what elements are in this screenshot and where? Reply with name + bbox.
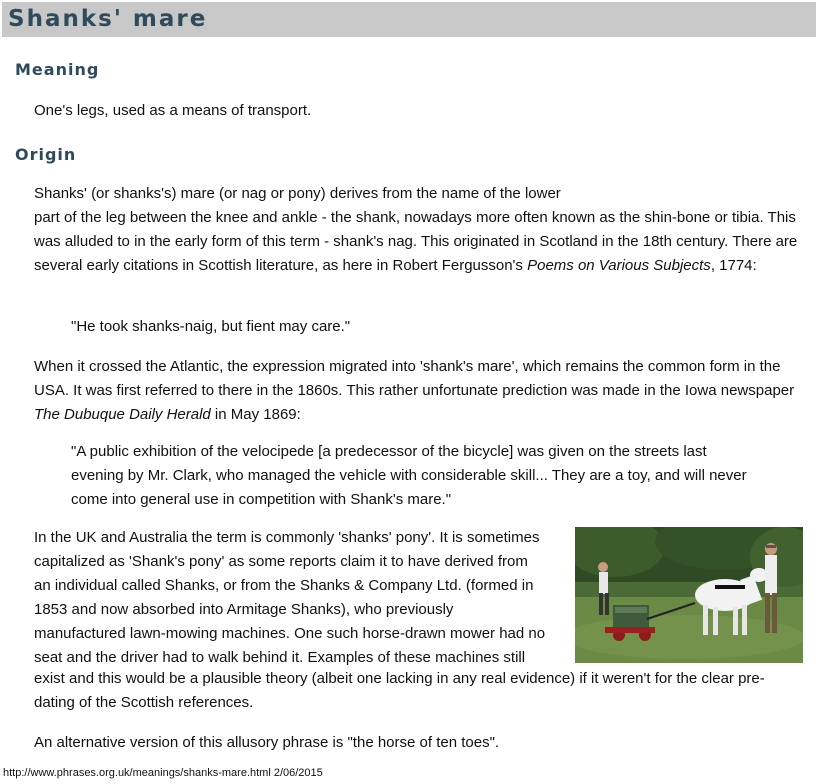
title-bar	[2, 2, 816, 37]
origin-paragraph-3-rest: exist and this would be a plausible theory (albeit one lacking in any real evidence) if it weren't for the clear pre-dating of the Scottish references.	[34, 670, 765, 711]
footer-url: http://www.phrases.org.uk/meanings/shanks-mare.html 2/06/2015	[3, 767, 323, 779]
meaning-heading: Meaning	[15, 60, 100, 79]
origin-heading: Origin	[15, 145, 77, 164]
page-title: Shanks' mare	[8, 6, 208, 32]
horse-drawn-mower-photo	[575, 527, 803, 663]
origin-paragraph-3-lines	[34, 526, 579, 670]
origin-p1-line1: Shanks' (or shanks's) mare (or nag or pony) derives from the name of the lower	[34, 185, 561, 202]
p3-line: 1853 and now absorbed into Armitage Shanks), who previously	[34, 601, 454, 618]
origin-p2-newspaper-title: The Dubuque Daily Herald	[34, 406, 211, 423]
origin-p1-end: , 1774:	[710, 257, 757, 274]
quote-2: "A public exhibition of the velocipede [a predecessor of the bicycle] was given on the streets last evening by Mr. Clark, who managed the vehicle with considerable skill... They are a toy, and will never come into general use in competition with Shank's mare."	[71, 443, 747, 508]
p3-line: manufactured lawn-mowing machines. One such horse-drawn mower had no	[34, 625, 546, 642]
meaning-text: One's legs, used as a means of transport.	[34, 102, 312, 119]
origin-paragraph-2	[34, 355, 804, 427]
origin-p2-text: When it crossed the Atlantic, the expression migrated into 'shank's mare', which remains the common form in the USA. It was first referred to there in the 1860s. This rather unfortunate prediction was made in the Iowa newspaper	[34, 358, 795, 399]
origin-paragraph-4: An alternative version of this allusory phrase is "the horse of ten toes".	[34, 734, 500, 751]
p3-line: capitalized as 'Shank's pony' as some reports claim it to have derived from	[34, 553, 528, 570]
p3-line: seat and the driver had to walk behind it. Examples of these machines still	[34, 649, 526, 666]
quote-1: "He took shanks-naig, but fient may care."	[71, 318, 351, 335]
origin-paragraph-1	[34, 182, 804, 278]
origin-p1-rest: part of the leg between the knee and ankle - the shank, nowadays more often known as the shin-bone or tibia. This was alluded to in the early form of this term - shank's nag. This originated in Scotland in the 18th century. There are several early citations in Scottish literature, as here in Robert Fergusson's	[34, 209, 798, 274]
p3-line: In the UK and Australia the term is commonly 'shanks' pony'. It is sometimes	[34, 529, 540, 546]
p3-line: an individual called Shanks, or from the Shanks & Company Ltd. (formed in	[34, 577, 534, 594]
origin-p1-book-title: Poems on Various Subjects	[527, 257, 711, 274]
origin-p2-end: in May 1869:	[210, 406, 301, 423]
